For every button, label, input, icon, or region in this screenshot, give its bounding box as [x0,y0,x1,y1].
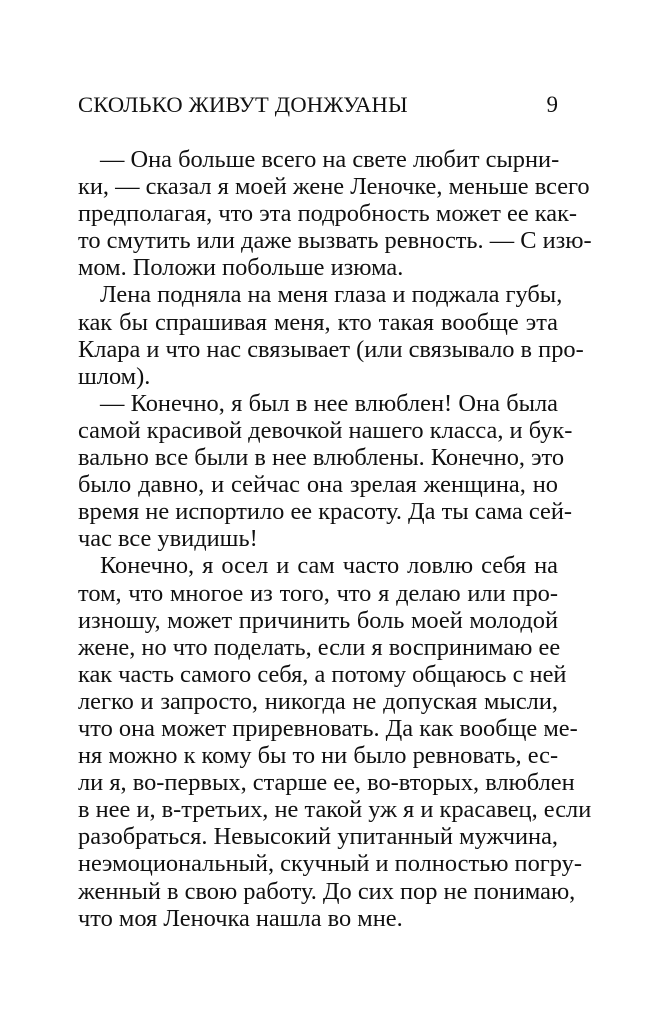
text-line: легко и запросто, никогда не допуская мысли, [78,687,558,715]
text-line: в нее и, в-третьих, не такой уж я и красавец, если [78,796,592,824]
text-line: разобраться. Невысокий упитанный мужчина, [78,823,558,851]
text-line: что она может приревновать. Да как вообще ме- [78,714,578,742]
text-line: ли я, во-первых, старше ее, во-вторых, влюблен [78,769,575,797]
text-line: — Она больше всего на свете любит сырни- [100,146,560,173]
text-line: мом. Положи побольше изюма. [78,254,404,282]
text-line: том, что многое из того, что я делаю или про- [78,579,558,607]
text-line: женный в свою работу. До сих пор не понимаю, [78,877,576,905]
text-line: ня можно к кому бы то ни было ревновать, ес- [78,742,559,770]
text-line: как бы спрашивая меня, кто такая вообще эта [78,308,558,336]
text-line: вально все были в нее влюблены. Конечно, это [78,444,565,472]
text-line: было давно, и сейчас она зрелая женщина, но [78,471,558,499]
text-line: жене, но что поделать, если я воспринимаю ее [78,633,561,661]
text-line: ки, — сказал я моей жене Леночке, меньше всего [78,173,590,201]
text-line: — Конечно, я был в нее влюблен! Она была [100,389,558,417]
text-line: что моя Леночка нашла во мне. [78,904,403,932]
body-text [78,146,592,932]
text-line: самой красивой девочкой нашего класса, и бук- [78,416,573,444]
running-head [78,92,558,122]
text-line: Конечно, я осел и сам часто ловлю себя на [100,552,558,580]
text-line: Лена подняла на меня глаза и поджала губы, [100,281,563,309]
text-line: час все увидишь! [78,525,258,553]
text-line: предполагая, что эта подробность может ее как- [78,200,578,228]
running-title: СКОЛЬКО ЖИВУТ ДОНЖУАНЫ [78,92,408,117]
page-number: 9 [546,92,558,117]
text-line: как часть самого себя, а потому общаюсь с ней [78,660,567,688]
text-line: неэмоциональный, скучный и полностью погру- [78,850,582,878]
text-line: изношу, может причинить боль моей молодой [78,606,558,634]
text-line: шлом). [78,362,151,390]
text-line: Клара и что нас связывает (или связывало в про- [78,335,584,363]
text-line: то смутить или даже вызвать ревность. — С изю- [78,227,592,255]
text-line: время не испортило ее красоту. Да ты сама сей- [78,498,573,526]
